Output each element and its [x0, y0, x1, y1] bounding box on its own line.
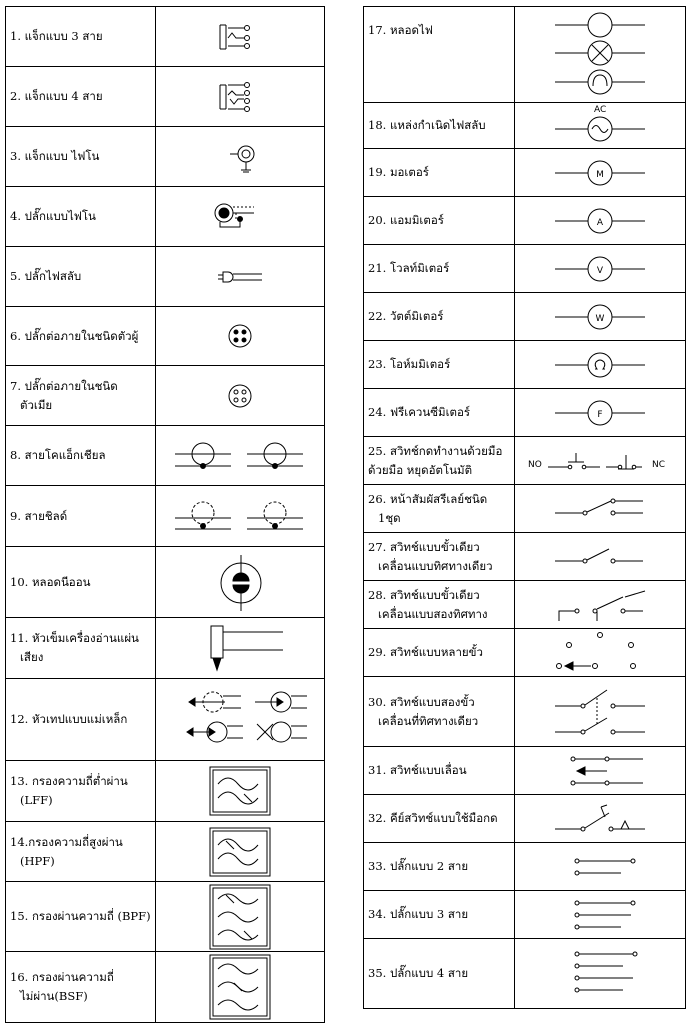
symbol-label: 24. ฟรีเควนซีมิเตอร์ — [364, 389, 515, 437]
symbol-label: 33. ปลั๊กแบบ 2 สาย — [364, 843, 515, 891]
symbol-label: 1. แจ็กแบบ 3 สาย — [6, 7, 156, 67]
table-row — [6, 127, 325, 187]
symbol-label: 9. สายชิลด์ — [6, 486, 156, 547]
female-connector-icon — [200, 376, 280, 416]
symbol-label: 21. โวลท์มิเตอร์ — [364, 245, 515, 293]
meter-letter: M — [596, 169, 604, 180]
table-row — [6, 547, 325, 618]
symbol-label: 17. หลอดไฟ — [364, 7, 515, 103]
jack-3-wire-icon — [200, 17, 280, 57]
symbol-label: 3. แจ็กแบบ ไฟโน — [6, 127, 156, 187]
male-connector-icon — [200, 316, 280, 356]
magnetic-head-icon — [165, 682, 315, 758]
table-row — [364, 485, 686, 533]
symbol-label: 12. หัวเทปแบบแม่เหล็ก — [6, 679, 156, 761]
symbol-label: 22. วัตต์มิเตอร์ — [364, 293, 515, 341]
table-row — [364, 341, 686, 389]
symbol-label: 19. มอเตอร์ — [364, 149, 515, 197]
symbol-label: 14.กรองความถี่สูงผ่าน (HPF) — [6, 822, 156, 882]
plug-2-wire-icon — [545, 847, 655, 887]
symbol-label: 27. สวิทช์แบบขั้วเดียว เคลื่อนแบบทิศทางเดียว — [364, 533, 515, 581]
symbol-label: 28. สวิทช์แบบขั้วเดียว เคลื่อนแบบสองทิศทาง — [364, 581, 515, 629]
symbol-label: 5. ปลั๊กไฟสลับ — [6, 247, 156, 307]
table-row — [6, 761, 325, 822]
lamp-icon — [545, 9, 655, 101]
symbol-label: 35. ปลั๊กแบบ 4 สาย — [364, 939, 515, 1009]
symbol-label: 34. ปลั๊กแบบ 3 สาย — [364, 891, 515, 939]
table-row — [6, 67, 325, 127]
symbol-label: 26. หน้าสัมผัสรีเลย์ชนิด 1ชุด — [364, 485, 515, 533]
symbol-label: 8. สายโคแอ็กเชียล — [6, 426, 156, 486]
symbol-label: 23. โอห์มมิเตอร์ — [364, 341, 515, 389]
phono-plug-icon — [200, 197, 280, 237]
symbol-table-left — [5, 6, 325, 1023]
symbol-label: 2. แจ็กแบบ 4 สาย — [6, 67, 156, 127]
wattmeter-icon — [545, 297, 655, 337]
high-pass-filter-icon — [200, 825, 280, 879]
symbol-table-right — [363, 6, 686, 1009]
plug-4-wire-icon — [545, 944, 655, 1004]
table-row — [6, 618, 325, 679]
table-row — [364, 437, 686, 485]
symbol-label: 20. แอมมิเตอร์ — [364, 197, 515, 245]
table-row — [364, 795, 686, 843]
table-row — [364, 149, 686, 197]
symbol-label: 16. กรองผ่านความถี่ ไม่ผ่าน(BSF) — [6, 952, 156, 1023]
spdt-switch-icon — [545, 585, 655, 625]
symbol-label: 25. สวิทช์กดทำงานด้วยมือ ด้วยมือ หยุดอัตโนมัติ — [364, 437, 515, 485]
table-row — [364, 939, 686, 1009]
meter-letter: F — [597, 409, 603, 420]
frequency-meter-icon — [545, 393, 655, 433]
table-row — [6, 307, 325, 366]
ohmmeter-icon — [545, 345, 655, 385]
table-row — [364, 581, 686, 629]
meter-letter: V — [596, 265, 604, 276]
plug-3-wire-icon — [545, 895, 655, 935]
jack-4-wire-icon — [200, 77, 280, 117]
push-button-switch-icon — [520, 441, 680, 481]
table-row — [6, 7, 325, 67]
table-row — [364, 677, 686, 747]
phono-cartridge-icon — [165, 620, 315, 676]
table-row — [364, 103, 686, 149]
table-row — [364, 533, 686, 581]
symbol-label: 15. กรองผ่านความถี่ (BPF) — [6, 882, 156, 952]
table-row — [364, 197, 686, 245]
symbol-label: 30. สวิทช์แบบสองขั้ว เคลื่อนที่ทิศทางเดียว — [364, 677, 515, 747]
low-pass-filter-icon — [200, 764, 280, 818]
table-row — [364, 629, 686, 677]
symbol-label: 13. กรองความถี่ต่ำผ่าน (LFF) — [6, 761, 156, 822]
coaxial-cable-icon — [165, 436, 315, 476]
symbol-label: 29. สวิทช์แบบหลายขั้ว — [364, 629, 515, 677]
phono-jack-icon — [200, 137, 280, 177]
table-row — [6, 187, 325, 247]
table-row — [6, 822, 325, 882]
table-row — [6, 426, 325, 486]
key-switch-icon — [545, 799, 655, 839]
ac-plug-icon — [200, 257, 280, 297]
ammeter-icon — [545, 201, 655, 241]
symbol-label: 10. หลอดนีออน — [6, 547, 156, 618]
table-row — [6, 247, 325, 307]
meter-letter: A — [596, 217, 604, 228]
symbol-label: 32. คีย์สวิทช์แบบใช้มือกด — [364, 795, 515, 843]
symbol-label: 6. ปลั๊กต่อภายในชนิดตัวผู้ — [6, 307, 156, 366]
table-row — [364, 293, 686, 341]
ac-source-icon — [545, 104, 655, 148]
relay-contact-icon — [545, 489, 655, 529]
slide-switch-icon — [545, 749, 655, 793]
table-row — [364, 7, 686, 103]
table-row — [6, 679, 325, 761]
table-row — [6, 486, 325, 547]
table-row — [6, 952, 325, 1023]
ac-label: AC — [594, 104, 607, 115]
voltmeter-icon — [545, 249, 655, 289]
symbol-label: 31. สวิทช์แบบเลื่อน — [364, 747, 515, 795]
shielded-wire-icon — [165, 496, 315, 536]
table-row — [6, 366, 325, 426]
table-row — [6, 882, 325, 952]
table-row — [364, 891, 686, 939]
no-label: NO — [528, 459, 542, 470]
table-row — [364, 389, 686, 437]
motor-icon — [545, 153, 655, 193]
spst-switch-icon — [545, 537, 655, 577]
table-row — [364, 843, 686, 891]
table-row — [364, 747, 686, 795]
symbol-label: 7. ปลั๊กต่อภายในชนิด ตัวเมีย — [6, 366, 156, 426]
band-pass-filter-icon — [200, 883, 280, 951]
nc-label: NC — [652, 459, 666, 470]
symbol-label: 18. แหล่งกำเนิดไฟสลับ — [364, 103, 515, 149]
neon-lamp-icon — [200, 549, 280, 615]
rotary-switch-icon — [545, 630, 655, 676]
meter-letter: W — [595, 313, 605, 324]
table-row — [364, 245, 686, 293]
symbol-label: 4. ปลั๊กแบบไฟโน — [6, 187, 156, 247]
band-stop-filter-icon — [200, 953, 280, 1021]
dpst-switch-icon — [545, 682, 655, 742]
symbol-label: 11. หัวเข็มเครื่องอ่านแผ่น เสียง — [6, 618, 156, 679]
